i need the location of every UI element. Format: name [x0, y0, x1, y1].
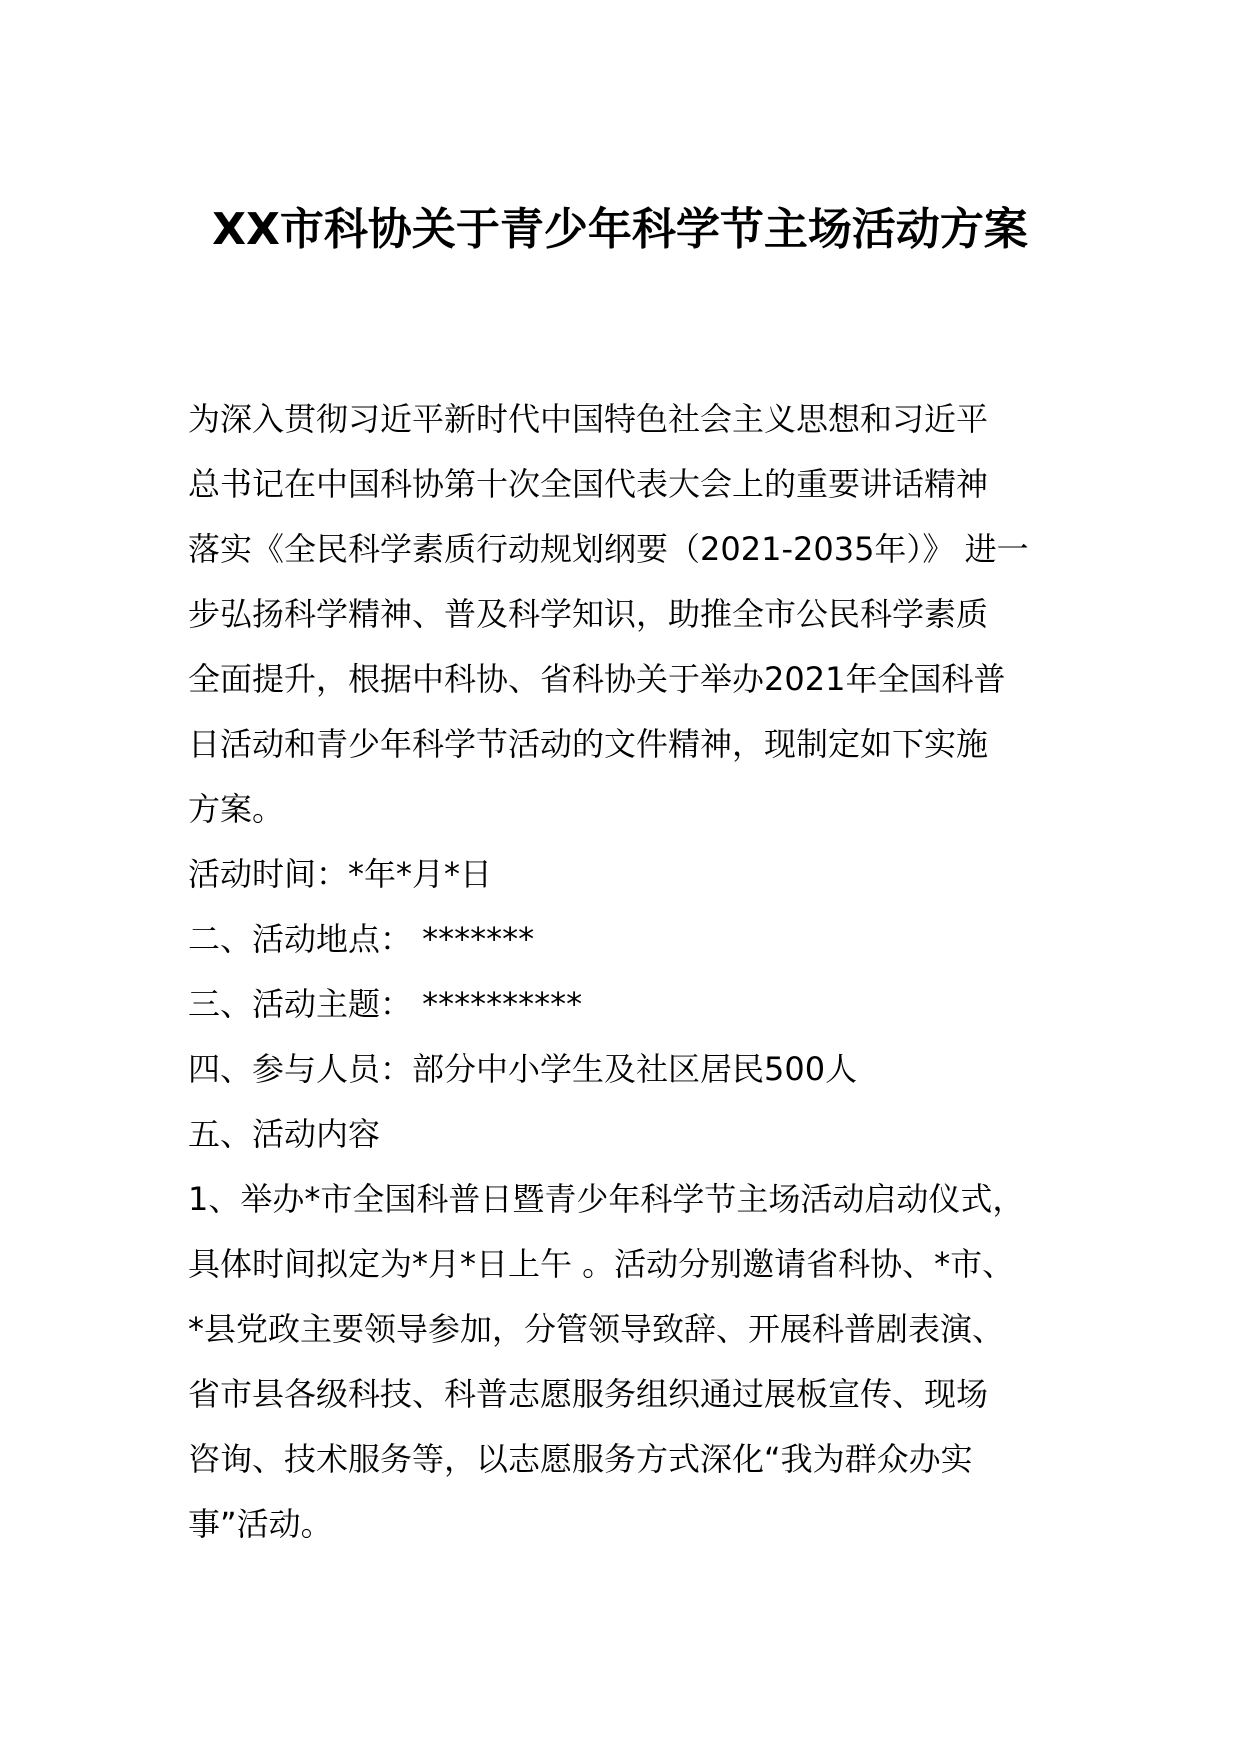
intro-line: 为深入贯彻习近平新时代中国特色社会主义思想和习近平	[188, 400, 989, 438]
content-item-line: 省市县各级科技、科普志愿服务组织通过展板宣传、现场	[188, 1375, 989, 1413]
intro-line: 全面提升，根据中科协、省科协关于举办2021年全国科普	[188, 660, 1006, 698]
intro-line: 落实《全民科学素质行动规划纲要（2021-2035年）》 进一	[188, 530, 1029, 568]
intro-line: 日活动和青少年科学节活动的文件精神，现制定如下实施	[188, 725, 989, 763]
activity-time: 活动时间：*年*月*日	[188, 855, 493, 893]
content-item-line: 1、举办*市全国科普日暨青少年科学节主场活动启动仪式，	[188, 1180, 1025, 1218]
intro-line: 步弘扬科学精神、普及科学知识，助推全市公民科学素质	[188, 595, 989, 633]
intro-line: 总书记在中国科协第十次全国代表大会上的重要讲话精神	[188, 465, 989, 503]
content-item-line: 咨询、技术服务等，以志愿服务方式深化“我为群众办实	[188, 1440, 973, 1478]
content-item-line: 具体时间拟定为*月*日上午 。活动分别邀请省科协、*市、	[188, 1245, 1015, 1283]
activity-location: 二、活动地点： *******	[188, 920, 535, 958]
document-body	[188, 387, 1088, 1557]
intro-line: 方案。	[188, 790, 285, 828]
content-item-line: *县党政主要领导参加，分管领导致辞、开展科普剧表演、	[188, 1310, 1005, 1348]
activity-theme: 三、活动主题： **********	[188, 985, 583, 1023]
participants: 四、参与人员：部分中小学生及社区居民500人	[188, 1050, 858, 1088]
content-item-line: 事”活动。	[188, 1505, 333, 1543]
document-title: XX市科协关于青少年科学节主场活动方案	[212, 204, 1028, 255]
content-heading: 五、活动内容	[188, 1115, 381, 1153]
